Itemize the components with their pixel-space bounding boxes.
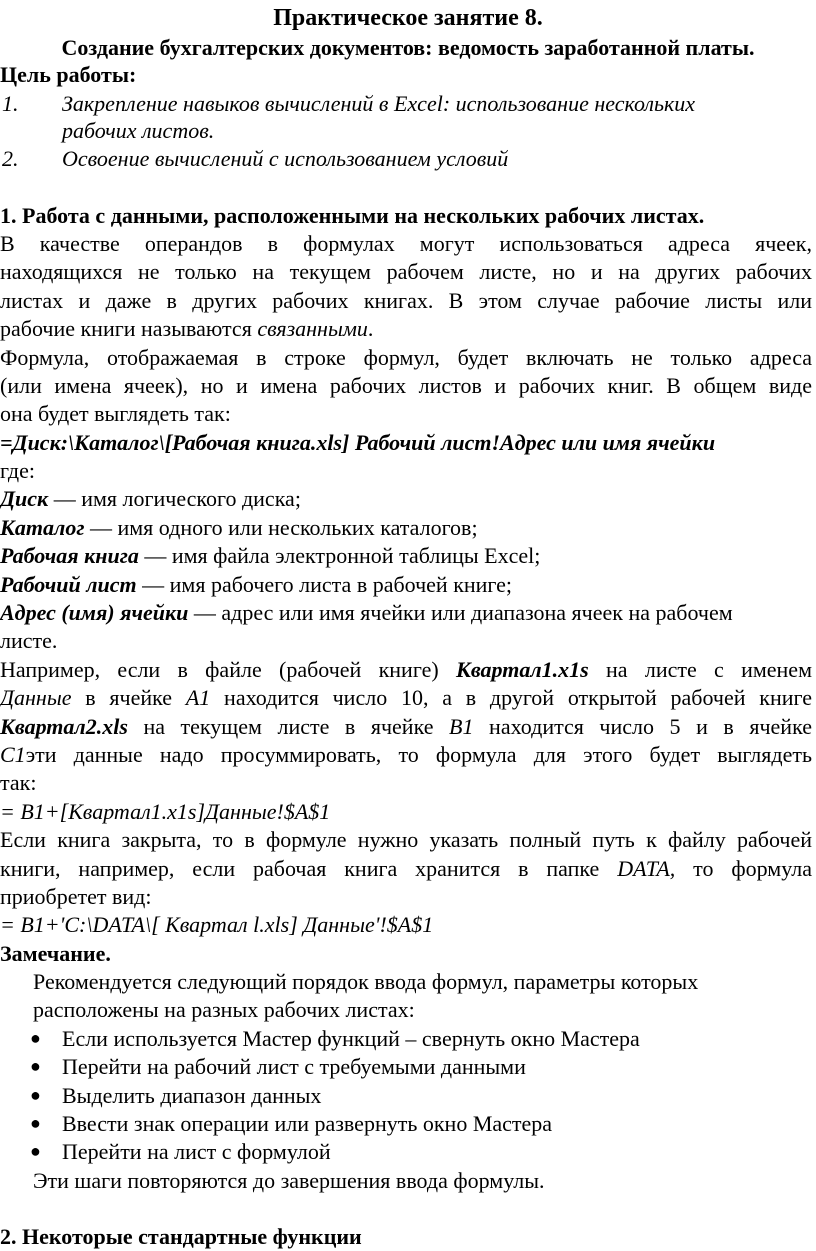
note-heading: Замечание. <box>0 941 111 966</box>
bullet-icon: ● <box>30 1113 41 1133</box>
paragraph-line: листах и даже в других рабочих книгах. В этом случае рабочие листы или <box>0 288 812 313</box>
goal-text: Закрепление навыков вычислений в Excel: использование нескольких <box>62 91 696 116</box>
bullet-icon: ● <box>30 1085 41 1105</box>
definition-row <box>0 570 816 599</box>
paragraph-line <box>0 314 816 343</box>
text: на текущем листе в ячейке <box>127 714 450 739</box>
text: книги, например, если рабочая книга хранится в папке <box>0 856 618 881</box>
definition-term: Рабочая книга <box>0 543 139 568</box>
example-line <box>0 740 812 769</box>
definition-row <box>0 598 816 627</box>
note-end: Эти шаги повторяются до завершения ввода формулы. <box>33 1168 545 1193</box>
text: Например, если в файле (рабочей книге) <box>0 657 456 682</box>
note-intro: расположены на разных рабочих листах: <box>33 997 415 1022</box>
definition-row <box>0 513 816 542</box>
text: находится число 10, а в другой открытой рабочей книге <box>210 685 812 710</box>
definition-term: Диск <box>0 486 49 511</box>
definition-term: Рабочий лист <box>0 572 137 597</box>
formula-example-1: = B1+[Квартал1.x1s]Данные!$A$1 <box>0 799 331 824</box>
paragraph-line: приобретет вид: <box>0 884 152 909</box>
example-line: так: <box>0 770 37 795</box>
bullet-icon: ● <box>30 1141 41 1161</box>
section-1-heading: 1. Работа с данными, расположенными на нескольких рабочих листах. <box>0 203 705 228</box>
step-text: Если используется Мастер функций – свернуть окно Мастера <box>62 1026 640 1051</box>
cell-ref: A1 <box>185 685 211 710</box>
paragraph-line: (или имена ячеек), но и имена рабочих листов и рабочих книг. В общем виде <box>0 373 812 398</box>
paragraph-line: находящихся не только на текущем рабочем листе, но и на других рабочих <box>0 259 812 284</box>
example-line <box>0 712 812 741</box>
goal-heading: Цель работы: <box>0 62 137 87</box>
text: рабочие книги называются <box>0 316 258 341</box>
definition-row <box>0 541 816 570</box>
file-name: Квартал1.x1s <box>455 657 589 682</box>
goal-text: рабочих листов. <box>62 118 215 143</box>
file-name: Квартал2.xls <box>0 714 128 739</box>
text: в ячейке <box>71 685 186 710</box>
definition-text: — имя одного или нескольких каталогов; <box>84 515 478 540</box>
cell-ref: C1 <box>0 742 26 767</box>
paragraph-line: В качестве операндов в формулах могут использоваться адреса ячеек, <box>0 231 812 256</box>
text: то формула <box>675 856 812 881</box>
example-line <box>0 655 812 684</box>
definition-text: — имя файла электронной таблицы Excel; <box>138 543 541 568</box>
step-text: Перейти на рабочий лист с требуемыми данными <box>62 1054 526 1079</box>
paragraph-line: Формула, отображаемая в строке формул, будет включать не только адреса <box>0 345 812 370</box>
note-intro: Рекомендуется следующий порядок ввода формул, параметры которых <box>33 969 699 994</box>
goal-number: 2. <box>2 146 19 171</box>
folder-name: DATA, <box>617 856 676 881</box>
bullet-icon: ● <box>30 1056 41 1076</box>
text: эти данные надо просуммировать, то формула для этого будет выглядеть <box>25 742 812 767</box>
goal-number: 1. <box>2 91 19 116</box>
definition-term: Каталог <box>0 515 85 540</box>
definition-text: — имя рабочего листа в рабочей книге; <box>136 572 513 597</box>
page-subtitle: Создание бухгалтерских документов: ведомость заработанной платы. <box>61 35 755 60</box>
text: на листе с именем <box>588 657 812 682</box>
italic-term: связанными <box>257 316 368 341</box>
definition-term: Адрес (имя) ячейки <box>0 600 189 625</box>
page-title: Практическое занятие 8. <box>273 5 543 31</box>
formula-example-2: = B1+'C:\DATA\[ Квартал l.xls] Данные'!$A$1 <box>0 912 434 937</box>
text: находится число 5 и в ячейке <box>473 714 812 739</box>
paragraph-line: она будет выглядеть так: <box>0 401 231 426</box>
paragraph-line: Если книга закрыта, то в формуле нужно указать полный путь к файлу рабочей <box>0 827 812 852</box>
bullet-icon: ● <box>30 1028 41 1048</box>
sheet-name: Данные <box>0 685 72 710</box>
definition-row <box>0 484 816 513</box>
paragraph-line <box>0 854 812 883</box>
cell-ref: B1 <box>449 714 474 739</box>
general-formula: =Диск:\Каталог\[Рабочая книга.xls] Рабочий лист!Адрес или имя ячейки <box>0 430 716 455</box>
step-text: Перейти на лист с формулой <box>62 1139 331 1164</box>
text: . <box>367 316 374 341</box>
goal-text: Освоение вычислений с использованием условий <box>62 146 509 171</box>
section-2-heading: 2. Некоторые стандартные функции <box>0 1224 362 1249</box>
where-label: где: <box>0 458 35 483</box>
definition-text: — адрес или имя ячейки или диапазона ячеек на рабочем <box>188 600 733 625</box>
step-text: Ввести знак операции или развернуть окно Мастера <box>62 1111 553 1136</box>
step-text: Выделить диапазон данных <box>62 1083 322 1108</box>
definition-cont: листе. <box>0 628 58 653</box>
definition-text: — имя логического диска; <box>48 486 301 511</box>
example-line <box>0 683 812 712</box>
